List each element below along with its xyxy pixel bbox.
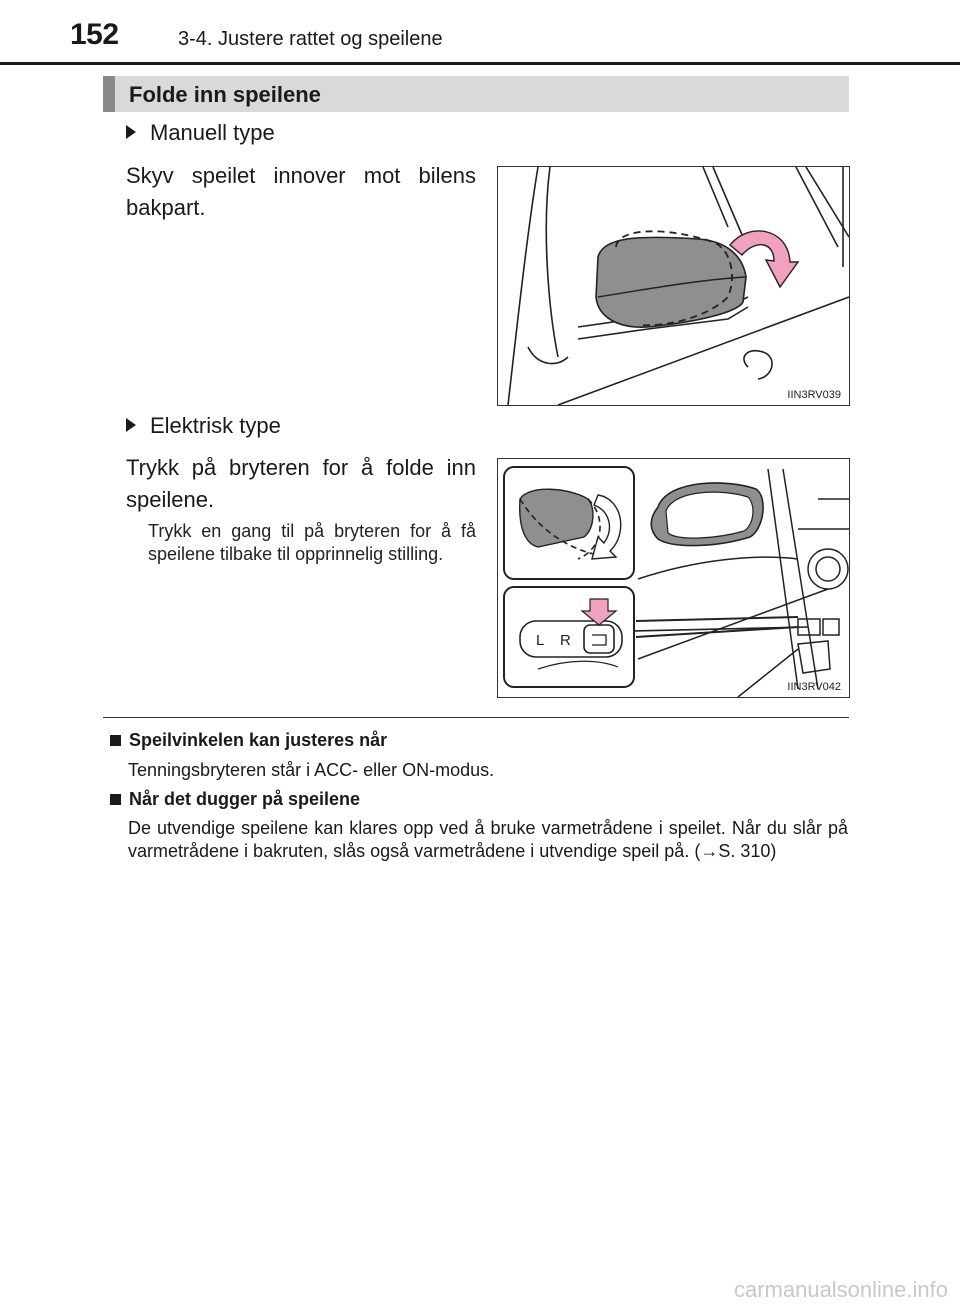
section-bar xyxy=(103,76,849,112)
section-divider xyxy=(103,717,849,718)
note-heading-2-text: Når det dugger på speilene xyxy=(129,789,361,809)
triangle-bullet-icon xyxy=(126,125,136,139)
section-title: Folde inn speilene xyxy=(129,82,321,107)
electric-type-heading xyxy=(126,413,281,439)
manual-mirror-illustration xyxy=(498,167,849,405)
electric-mirror-illustration xyxy=(498,459,849,697)
electric-type-note: Trykk en gang til på bryteren for å få speilene tilbake til opprinnelig stilling. xyxy=(148,521,476,564)
figure-code: IIN3RV042 xyxy=(787,681,841,693)
note-body-2: De utvendige speilene kan klares opp ved å bruke varmetrådene i speilet. Når du slår på varmetrådene i bakruten, slås også varmetrådene i utvendige speil på. (→S. 310) xyxy=(128,818,848,861)
switch-left-label: L xyxy=(536,632,545,649)
electric-mirror-figure xyxy=(497,458,850,698)
electric-type-text: Trykk på bryteren for å folde inn speilene. xyxy=(126,455,476,512)
manual-type-heading xyxy=(126,120,275,146)
header-rule xyxy=(0,62,960,65)
note-heading-1 xyxy=(110,730,387,751)
square-bullet-icon xyxy=(110,794,121,805)
square-bullet-icon xyxy=(110,735,121,746)
chapter-title: 3-4. Justere rattet og speilene xyxy=(178,28,443,50)
manual-type-heading-text: Manuell type xyxy=(150,120,275,145)
manual-mirror-figure xyxy=(497,166,850,406)
note-body-1: Tenningsbryteren står i ACC- eller ON-modus. xyxy=(128,760,495,780)
manual-type-text: Skyv speilet innover mot bilens bakpart. xyxy=(126,163,476,220)
mirror-housing xyxy=(596,237,746,327)
note-heading-1-text: Speilvinkelen kan justeres når xyxy=(129,730,388,750)
page-number: 152 xyxy=(70,18,119,51)
note-heading-2 xyxy=(110,789,360,810)
footer-watermark: carmanualsonline.info xyxy=(733,1277,948,1302)
switch-right-label: R xyxy=(560,632,571,649)
electric-type-heading-text: Elektrisk type xyxy=(150,413,281,438)
triangle-bullet-icon xyxy=(126,418,136,432)
figure-code: IIN3RV039 xyxy=(787,389,841,401)
fold-switch-button xyxy=(584,625,614,653)
